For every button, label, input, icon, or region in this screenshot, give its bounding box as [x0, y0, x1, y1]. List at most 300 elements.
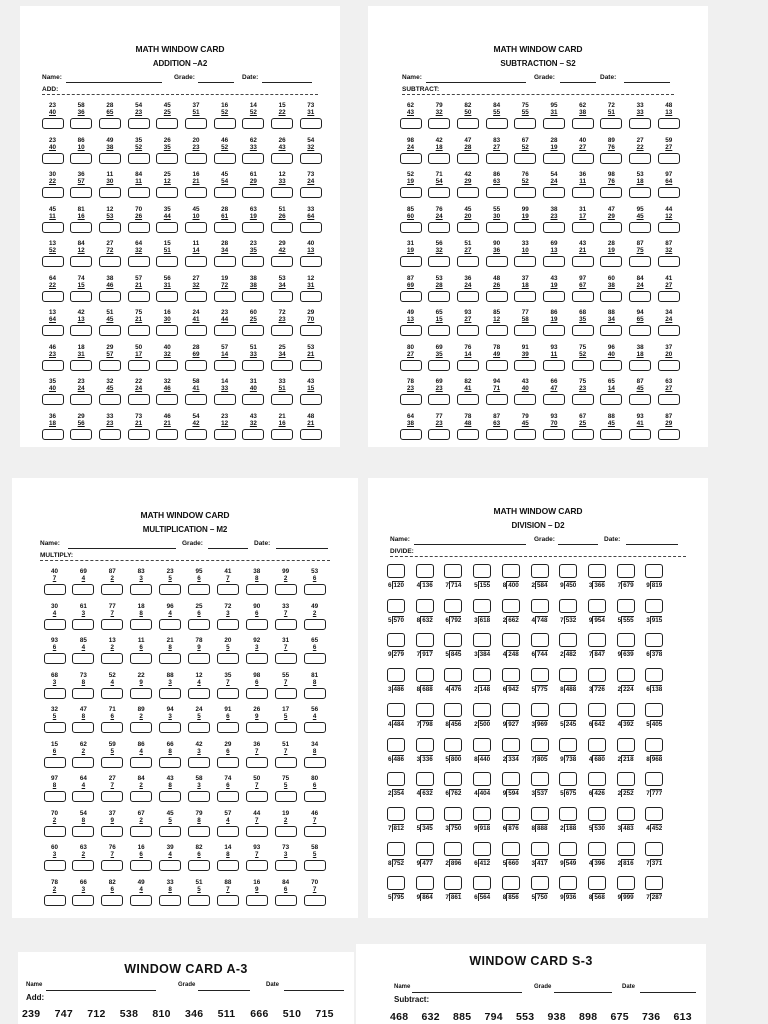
- answer-box[interactable]: [629, 187, 651, 198]
- answer-box[interactable]: [502, 564, 520, 578]
- answer-box[interactable]: [42, 187, 64, 198]
- name-field[interactable]: [66, 82, 162, 83]
- answer-box[interactable]: [101, 895, 123, 906]
- answer-box[interactable]: [617, 599, 635, 613]
- answer-box[interactable]: [185, 256, 207, 267]
- answer-box[interactable]: [156, 360, 178, 371]
- answer-box[interactable]: [645, 564, 663, 578]
- answer-box[interactable]: [572, 291, 594, 302]
- name-field[interactable]: [46, 990, 156, 991]
- answer-box[interactable]: [304, 757, 326, 768]
- answer-box[interactable]: [99, 118, 121, 129]
- answer-box[interactable]: [543, 394, 565, 405]
- answer-box[interactable]: [271, 222, 293, 233]
- answer-box[interactable]: [457, 153, 479, 164]
- answer-box[interactable]: [473, 807, 491, 821]
- answer-box[interactable]: [159, 584, 181, 595]
- answer-box[interactable]: [44, 826, 66, 837]
- answer-box[interactable]: [44, 860, 66, 871]
- answer-box[interactable]: [159, 826, 181, 837]
- answer-box[interactable]: [128, 222, 150, 233]
- answer-box[interactable]: [502, 772, 520, 786]
- answer-box[interactable]: [246, 895, 268, 906]
- answer-box[interactable]: [600, 222, 622, 233]
- answer-box[interactable]: [629, 153, 651, 164]
- answer-box[interactable]: [617, 772, 635, 786]
- answer-box[interactable]: [588, 599, 606, 613]
- answer-box[interactable]: [271, 153, 293, 164]
- answer-box[interactable]: [400, 394, 422, 405]
- answer-box[interactable]: [617, 807, 635, 821]
- answer-box[interactable]: [159, 688, 181, 699]
- answer-box[interactable]: [572, 118, 594, 129]
- answer-box[interactable]: [600, 291, 622, 302]
- answer-box[interactable]: [457, 256, 479, 267]
- answer-box[interactable]: [300, 291, 322, 302]
- answer-box[interactable]: [304, 653, 326, 664]
- answer-box[interactable]: [531, 807, 549, 821]
- answer-box[interactable]: [486, 222, 508, 233]
- answer-box[interactable]: [246, 860, 268, 871]
- answer-box[interactable]: [217, 895, 239, 906]
- answer-box[interactable]: [473, 772, 491, 786]
- answer-box[interactable]: [188, 722, 210, 733]
- answer-box[interactable]: [416, 876, 434, 890]
- answer-box[interactable]: [70, 153, 92, 164]
- answer-box[interactable]: [514, 222, 536, 233]
- answer-box[interactable]: [242, 222, 264, 233]
- answer-box[interactable]: [629, 291, 651, 302]
- answer-box[interactable]: [159, 722, 181, 733]
- answer-box[interactable]: [304, 722, 326, 733]
- answer-box[interactable]: [275, 895, 297, 906]
- answer-box[interactable]: [645, 842, 663, 856]
- answer-box[interactable]: [300, 325, 322, 336]
- answer-box[interactable]: [300, 360, 322, 371]
- answer-box[interactable]: [473, 633, 491, 647]
- answer-box[interactable]: [617, 564, 635, 578]
- answer-box[interactable]: [600, 256, 622, 267]
- answer-box[interactable]: [185, 325, 207, 336]
- answer-box[interactable]: [70, 222, 92, 233]
- answer-box[interactable]: [214, 429, 236, 440]
- date-field[interactable]: [624, 82, 670, 83]
- answer-box[interactable]: [159, 619, 181, 630]
- answer-box[interactable]: [275, 584, 297, 595]
- answer-box[interactable]: [559, 807, 577, 821]
- grade-field[interactable]: [198, 990, 250, 991]
- answer-box[interactable]: [514, 118, 536, 129]
- answer-box[interactable]: [159, 757, 181, 768]
- answer-box[interactable]: [275, 619, 297, 630]
- answer-box[interactable]: [617, 876, 635, 890]
- answer-box[interactable]: [271, 360, 293, 371]
- answer-box[interactable]: [428, 325, 450, 336]
- answer-box[interactable]: [70, 291, 92, 302]
- answer-box[interactable]: [572, 222, 594, 233]
- answer-box[interactable]: [629, 118, 651, 129]
- date-field[interactable]: [276, 548, 328, 549]
- answer-box[interactable]: [242, 118, 264, 129]
- answer-box[interactable]: [617, 738, 635, 752]
- answer-box[interactable]: [70, 394, 92, 405]
- answer-box[interactable]: [101, 757, 123, 768]
- answer-box[interactable]: [242, 325, 264, 336]
- answer-box[interactable]: [188, 826, 210, 837]
- answer-box[interactable]: [188, 895, 210, 906]
- answer-box[interactable]: [185, 291, 207, 302]
- answer-box[interactable]: [645, 633, 663, 647]
- answer-box[interactable]: [128, 153, 150, 164]
- answer-box[interactable]: [502, 599, 520, 613]
- answer-box[interactable]: [156, 394, 178, 405]
- grade-field[interactable]: [208, 548, 248, 549]
- answer-box[interactable]: [428, 187, 450, 198]
- answer-box[interactable]: [559, 668, 577, 682]
- answer-box[interactable]: [72, 895, 94, 906]
- answer-box[interactable]: [486, 187, 508, 198]
- answer-box[interactable]: [428, 153, 450, 164]
- answer-box[interactable]: [300, 222, 322, 233]
- answer-box[interactable]: [156, 325, 178, 336]
- answer-box[interactable]: [159, 895, 181, 906]
- answer-box[interactable]: [658, 360, 680, 371]
- answer-box[interactable]: [400, 222, 422, 233]
- answer-box[interactable]: [275, 757, 297, 768]
- answer-box[interactable]: [617, 668, 635, 682]
- name-field[interactable]: [426, 82, 526, 83]
- answer-box[interactable]: [44, 722, 66, 733]
- answer-box[interactable]: [304, 584, 326, 595]
- answer-box[interactable]: [300, 429, 322, 440]
- answer-box[interactable]: [185, 394, 207, 405]
- answer-box[interactable]: [99, 360, 121, 371]
- answer-box[interactable]: [543, 118, 565, 129]
- name-field[interactable]: [414, 544, 526, 545]
- answer-box[interactable]: [156, 187, 178, 198]
- answer-box[interactable]: [70, 256, 92, 267]
- answer-box[interactable]: [271, 291, 293, 302]
- answer-box[interactable]: [572, 187, 594, 198]
- answer-box[interactable]: [428, 360, 450, 371]
- answer-box[interactable]: [400, 118, 422, 129]
- answer-box[interactable]: [246, 826, 268, 837]
- answer-box[interactable]: [217, 826, 239, 837]
- answer-box[interactable]: [629, 360, 651, 371]
- answer-box[interactable]: [44, 619, 66, 630]
- answer-box[interactable]: [559, 564, 577, 578]
- answer-box[interactable]: [159, 653, 181, 664]
- answer-box[interactable]: [473, 703, 491, 717]
- answer-box[interactable]: [658, 118, 680, 129]
- answer-box[interactable]: [444, 876, 462, 890]
- answer-box[interactable]: [44, 584, 66, 595]
- answer-box[interactable]: [99, 325, 121, 336]
- answer-box[interactable]: [246, 791, 268, 802]
- answer-box[interactable]: [400, 291, 422, 302]
- answer-box[interactable]: [275, 791, 297, 802]
- answer-box[interactable]: [387, 876, 405, 890]
- answer-box[interactable]: [304, 860, 326, 871]
- answer-box[interactable]: [543, 256, 565, 267]
- answer-box[interactable]: [271, 118, 293, 129]
- answer-box[interactable]: [387, 772, 405, 786]
- answer-box[interactable]: [42, 153, 64, 164]
- answer-box[interactable]: [444, 564, 462, 578]
- answer-box[interactable]: [457, 118, 479, 129]
- grade-field[interactable]: [558, 544, 598, 545]
- answer-box[interactable]: [600, 360, 622, 371]
- answer-box[interactable]: [99, 291, 121, 302]
- answer-box[interactable]: [457, 429, 479, 440]
- answer-box[interactable]: [486, 360, 508, 371]
- answer-box[interactable]: [444, 599, 462, 613]
- answer-box[interactable]: [588, 633, 606, 647]
- answer-box[interactable]: [271, 325, 293, 336]
- answer-box[interactable]: [559, 876, 577, 890]
- answer-box[interactable]: [486, 291, 508, 302]
- answer-box[interactable]: [214, 222, 236, 233]
- answer-box[interactable]: [559, 842, 577, 856]
- answer-box[interactable]: [246, 757, 268, 768]
- grade-field[interactable]: [560, 82, 596, 83]
- answer-box[interactable]: [457, 360, 479, 371]
- answer-box[interactable]: [502, 668, 520, 682]
- answer-box[interactable]: [486, 394, 508, 405]
- answer-box[interactable]: [572, 256, 594, 267]
- answer-box[interactable]: [70, 118, 92, 129]
- answer-box[interactable]: [72, 584, 94, 595]
- answer-box[interactable]: [572, 153, 594, 164]
- answer-box[interactable]: [304, 791, 326, 802]
- answer-box[interactable]: [101, 653, 123, 664]
- answer-box[interactable]: [128, 118, 150, 129]
- answer-box[interactable]: [531, 564, 549, 578]
- answer-box[interactable]: [658, 429, 680, 440]
- answer-box[interactable]: [387, 668, 405, 682]
- answer-box[interactable]: [99, 256, 121, 267]
- answer-box[interactable]: [588, 807, 606, 821]
- answer-box[interactable]: [156, 429, 178, 440]
- answer-box[interactable]: [42, 394, 64, 405]
- answer-box[interactable]: [444, 772, 462, 786]
- answer-box[interactable]: [559, 633, 577, 647]
- answer-box[interactable]: [300, 153, 322, 164]
- answer-box[interactable]: [572, 394, 594, 405]
- answer-box[interactable]: [387, 703, 405, 717]
- answer-box[interactable]: [400, 360, 422, 371]
- answer-box[interactable]: [188, 619, 210, 630]
- answer-box[interactable]: [559, 599, 577, 613]
- answer-box[interactable]: [130, 619, 152, 630]
- answer-box[interactable]: [101, 722, 123, 733]
- answer-box[interactable]: [99, 222, 121, 233]
- answer-box[interactable]: [130, 895, 152, 906]
- answer-box[interactable]: [70, 187, 92, 198]
- answer-box[interactable]: [275, 688, 297, 699]
- answer-box[interactable]: [428, 394, 450, 405]
- answer-box[interactable]: [217, 653, 239, 664]
- answer-box[interactable]: [214, 256, 236, 267]
- answer-box[interactable]: [101, 688, 123, 699]
- answer-box[interactable]: [70, 325, 92, 336]
- answer-box[interactable]: [588, 772, 606, 786]
- answer-box[interactable]: [400, 153, 422, 164]
- answer-box[interactable]: [242, 153, 264, 164]
- answer-box[interactable]: [101, 619, 123, 630]
- answer-box[interactable]: [44, 895, 66, 906]
- answer-box[interactable]: [531, 738, 549, 752]
- answer-box[interactable]: [128, 291, 150, 302]
- answer-box[interactable]: [428, 118, 450, 129]
- answer-box[interactable]: [101, 826, 123, 837]
- answer-box[interactable]: [387, 738, 405, 752]
- answer-box[interactable]: [42, 429, 64, 440]
- answer-box[interactable]: [246, 584, 268, 595]
- answer-box[interactable]: [543, 187, 565, 198]
- answer-box[interactable]: [44, 688, 66, 699]
- answer-box[interactable]: [275, 860, 297, 871]
- date-field[interactable]: [640, 992, 696, 993]
- answer-box[interactable]: [629, 222, 651, 233]
- answer-box[interactable]: [617, 633, 635, 647]
- answer-box[interactable]: [72, 826, 94, 837]
- answer-box[interactable]: [457, 394, 479, 405]
- answer-box[interactable]: [128, 360, 150, 371]
- answer-box[interactable]: [300, 187, 322, 198]
- date-field[interactable]: [626, 544, 678, 545]
- answer-box[interactable]: [130, 653, 152, 664]
- answer-box[interactable]: [214, 325, 236, 336]
- answer-box[interactable]: [416, 668, 434, 682]
- answer-box[interactable]: [217, 791, 239, 802]
- answer-box[interactable]: [531, 703, 549, 717]
- answer-box[interactable]: [214, 360, 236, 371]
- answer-box[interactable]: [128, 256, 150, 267]
- answer-box[interactable]: [543, 325, 565, 336]
- answer-box[interactable]: [645, 703, 663, 717]
- answer-box[interactable]: [572, 360, 594, 371]
- answer-box[interactable]: [645, 772, 663, 786]
- answer-box[interactable]: [629, 325, 651, 336]
- answer-box[interactable]: [600, 325, 622, 336]
- answer-box[interactable]: [486, 325, 508, 336]
- answer-box[interactable]: [428, 429, 450, 440]
- answer-box[interactable]: [416, 842, 434, 856]
- answer-box[interactable]: [304, 688, 326, 699]
- answer-box[interactable]: [217, 688, 239, 699]
- answer-box[interactable]: [188, 791, 210, 802]
- answer-box[interactable]: [304, 826, 326, 837]
- answer-box[interactable]: [502, 703, 520, 717]
- answer-box[interactable]: [130, 860, 152, 871]
- answer-box[interactable]: [185, 153, 207, 164]
- answer-box[interactable]: [658, 222, 680, 233]
- answer-box[interactable]: [514, 256, 536, 267]
- answer-box[interactable]: [416, 564, 434, 578]
- answer-box[interactable]: [502, 842, 520, 856]
- answer-box[interactable]: [99, 429, 121, 440]
- answer-box[interactable]: [387, 564, 405, 578]
- answer-box[interactable]: [72, 860, 94, 871]
- answer-box[interactable]: [188, 860, 210, 871]
- answer-box[interactable]: [588, 703, 606, 717]
- answer-box[interactable]: [130, 791, 152, 802]
- answer-box[interactable]: [72, 619, 94, 630]
- answer-box[interactable]: [559, 738, 577, 752]
- answer-box[interactable]: [444, 703, 462, 717]
- answer-box[interactable]: [617, 842, 635, 856]
- answer-box[interactable]: [72, 688, 94, 699]
- answer-box[interactable]: [72, 722, 94, 733]
- answer-box[interactable]: [304, 619, 326, 630]
- answer-box[interactable]: [543, 291, 565, 302]
- answer-box[interactable]: [645, 599, 663, 613]
- answer-box[interactable]: [658, 291, 680, 302]
- answer-box[interactable]: [531, 842, 549, 856]
- answer-box[interactable]: [600, 187, 622, 198]
- answer-box[interactable]: [271, 394, 293, 405]
- answer-box[interactable]: [588, 876, 606, 890]
- answer-box[interactable]: [400, 325, 422, 336]
- answer-box[interactable]: [572, 325, 594, 336]
- answer-box[interactable]: [42, 360, 64, 371]
- answer-box[interactable]: [473, 668, 491, 682]
- answer-box[interactable]: [217, 584, 239, 595]
- answer-box[interactable]: [444, 807, 462, 821]
- answer-box[interactable]: [300, 394, 322, 405]
- answer-box[interactable]: [275, 653, 297, 664]
- answer-box[interactable]: [156, 118, 178, 129]
- answer-box[interactable]: [387, 807, 405, 821]
- answer-box[interactable]: [559, 772, 577, 786]
- answer-box[interactable]: [72, 791, 94, 802]
- answer-box[interactable]: [473, 842, 491, 856]
- answer-box[interactable]: [387, 633, 405, 647]
- answer-box[interactable]: [271, 429, 293, 440]
- answer-box[interactable]: [246, 722, 268, 733]
- answer-box[interactable]: [214, 291, 236, 302]
- answer-box[interactable]: [300, 118, 322, 129]
- answer-box[interactable]: [559, 703, 577, 717]
- answer-box[interactable]: [130, 826, 152, 837]
- answer-box[interactable]: [188, 584, 210, 595]
- answer-box[interactable]: [101, 584, 123, 595]
- answer-box[interactable]: [246, 653, 268, 664]
- answer-box[interactable]: [128, 394, 150, 405]
- answer-box[interactable]: [159, 860, 181, 871]
- answer-box[interactable]: [214, 394, 236, 405]
- answer-box[interactable]: [70, 429, 92, 440]
- answer-box[interactable]: [185, 187, 207, 198]
- answer-box[interactable]: [543, 153, 565, 164]
- answer-box[interactable]: [588, 738, 606, 752]
- answer-box[interactable]: [514, 291, 536, 302]
- answer-box[interactable]: [600, 118, 622, 129]
- answer-box[interactable]: [156, 153, 178, 164]
- answer-box[interactable]: [416, 599, 434, 613]
- answer-box[interactable]: [514, 360, 536, 371]
- answer-box[interactable]: [387, 599, 405, 613]
- answer-box[interactable]: [99, 153, 121, 164]
- answer-box[interactable]: [400, 429, 422, 440]
- answer-box[interactable]: [271, 187, 293, 198]
- answer-box[interactable]: [99, 187, 121, 198]
- answer-box[interactable]: [188, 688, 210, 699]
- answer-box[interactable]: [159, 791, 181, 802]
- answer-box[interactable]: [416, 703, 434, 717]
- answer-box[interactable]: [473, 599, 491, 613]
